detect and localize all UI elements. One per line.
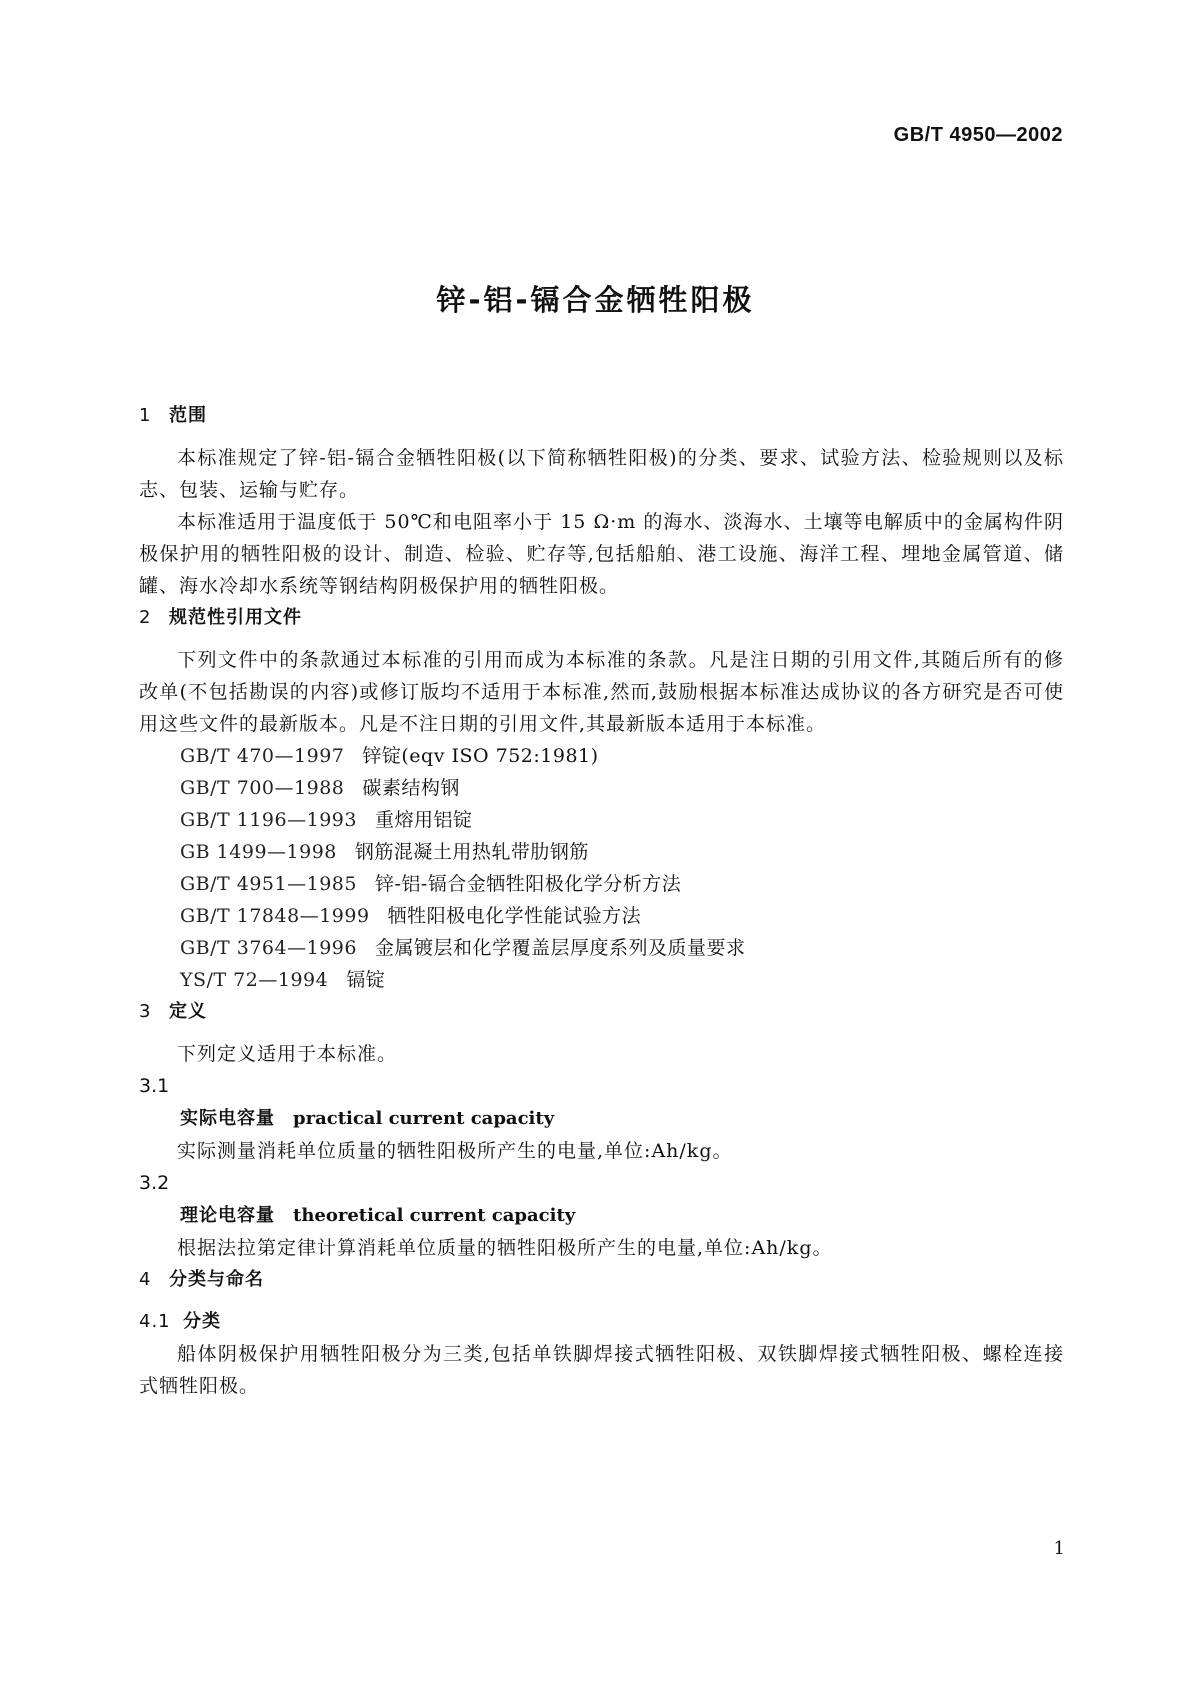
reference-code: GB/T 700—1988 <box>180 777 345 799</box>
paragraph: 下列定义适用于本标准。 <box>177 1043 398 1065</box>
reference-title: 锌锭(eqv ISO 752:1981) <box>362 745 599 767</box>
subsection-heading <box>139 1306 1064 1338</box>
reference-code: GB/T 17848—1999 <box>180 905 370 927</box>
reference-list <box>139 740 1064 996</box>
definition-text: 根据法拉第定律计算消耗单位质量的牺牲阳极所产生的电量,单位:Ah/kg。 <box>177 1237 833 1259</box>
reference-code: GB/T 3764—1996 <box>180 937 357 959</box>
section-heading <box>139 996 1064 1028</box>
section-title: 规范性引用文件 <box>169 607 302 628</box>
term-english: theoretical current capacity <box>293 1205 576 1226</box>
reference-item <box>139 868 1064 900</box>
section-number: 4 <box>139 1269 152 1290</box>
reference-item <box>139 932 1064 964</box>
definition-text: 实际测量消耗单位质量的牺牲阳极所产生的电量,单位:Ah/kg。 <box>177 1140 733 1162</box>
reference-title: 碳素结构钢 <box>362 777 460 799</box>
reference-code: YS/T 72—1994 <box>180 969 329 991</box>
reference-title: 金属镀层和化学覆盖层厚度系列及质量要求 <box>374 937 746 959</box>
section-definitions <box>139 996 1064 1264</box>
reference-code: GB/T 4951—1985 <box>180 873 357 895</box>
section-number: 2 <box>139 607 152 628</box>
section-heading <box>139 602 1064 634</box>
subsection-title: 分类 <box>183 1311 221 1332</box>
standard-code: GB/T 4950—2002 <box>893 124 1063 146</box>
section-number: 3 <box>139 1001 152 1022</box>
definition-term <box>139 1199 1064 1232</box>
section-title: 定义 <box>169 1001 207 1022</box>
definition-number: 3.1 <box>139 1075 170 1097</box>
definition-number: 3.2 <box>139 1172 170 1194</box>
paragraph: 船体阴极保护用牺牲阳极分为三类,包括单铁脚焊接式牺牲阳极、双铁脚焊接式牺牲阳极、螺栓连接式牺牲阳极。 <box>139 1343 1064 1397</box>
section-heading <box>139 400 1064 432</box>
reference-title: 钢筋混凝土用热轧带肋钢筋 <box>354 841 589 863</box>
reference-item <box>139 964 1064 996</box>
section-classification <box>139 1264 1064 1402</box>
paragraph: 下列文件中的条款通过本标准的引用而成为本标准的条款。凡是注日期的引用文件,其随后所有的修改单(不包括勘误的内容)或修订版均不适用于本标准,然而,鼓励根据本标准达成协议的各方研究是否可使用这些文件的最新版本。凡是不注日期的引用文件,其最新版本适用于本标准。 <box>139 649 1064 735</box>
document-body <box>139 400 1064 1402</box>
page-number: 1 <box>1053 1538 1065 1559</box>
section-title: 范围 <box>169 405 207 426</box>
reference-title: 重熔用铝锭 <box>374 809 473 831</box>
section-heading <box>139 1264 1064 1296</box>
paragraph: 本标准适用于温度低于 50℃和电阻率小于 15 Ω·m 的海水、淡海水、土壤等电解质中的金属构件阴极保护用的牺牲阳极的设计、制造、检验、贮存等,包括船舶、港工设施、海洋工程、埋地金属管道、储罐、海水冷却水系统等钢结构阴极保护用的牺牲阳极。 <box>139 511 1064 597</box>
term-chinese: 理论电容量 <box>180 1205 275 1226</box>
reference-item <box>139 804 1064 836</box>
reference-item <box>139 740 1064 772</box>
definition-term <box>139 1102 1064 1135</box>
section-scope <box>139 400 1064 602</box>
subsection-number: 4.1 <box>139 1311 171 1332</box>
reference-code: GB 1499—1998 <box>180 841 337 863</box>
reference-item <box>139 900 1064 932</box>
reference-title: 牺牲阳极电化学性能试验方法 <box>387 905 642 927</box>
paragraph: 本标准规定了锌-铝-镉合金牺牲阳极(以下简称牺牲阳极)的分类、要求、试验方法、检验规则以及标志、包装、运输与贮存。 <box>139 447 1064 501</box>
document-title: 锌-铝-镉合金牺牲阳极 <box>436 283 755 317</box>
reference-code: GB/T 1196—1993 <box>180 809 357 831</box>
reference-item <box>139 836 1064 868</box>
section-number: 1 <box>139 405 152 426</box>
section-normative-references <box>139 602 1064 996</box>
reference-title: 镉锭 <box>346 969 386 991</box>
term-english: practical current capacity <box>293 1108 555 1129</box>
section-title: 分类与命名 <box>169 1269 264 1290</box>
reference-title: 锌-铝-镉合金牺牲阳极化学分析方法 <box>374 873 682 895</box>
term-chinese: 实际电容量 <box>180 1108 275 1129</box>
reference-item <box>139 772 1064 804</box>
reference-code: GB/T 470—1997 <box>180 745 345 767</box>
